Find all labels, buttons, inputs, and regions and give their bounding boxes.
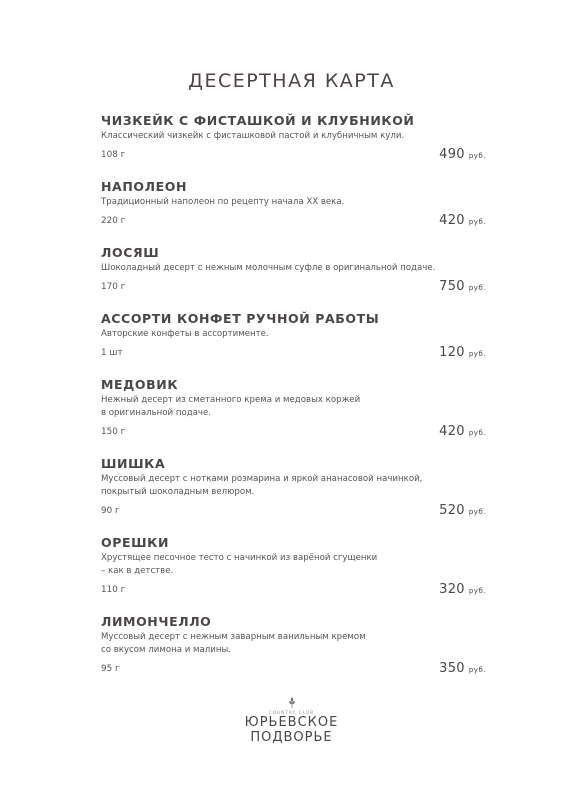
menu-item <box>101 378 486 441</box>
item-price: 520 руб. <box>439 503 486 518</box>
item-price: 120 руб. <box>439 345 486 360</box>
item-weight: 1 шт <box>101 348 123 358</box>
menu-item <box>101 457 486 520</box>
item-name: ШИШКА <box>101 456 166 471</box>
item-name: АССОРТИ КОНФЕТ РУЧНОЙ РАБОТЫ <box>101 311 380 326</box>
item-description: Шоколадный десерт с нежным молочным суфле в оригинальной подаче. <box>101 263 436 273</box>
item-weight: 110 г <box>101 585 126 595</box>
currency-label: руб. <box>468 429 486 437</box>
menu-item <box>101 246 486 296</box>
logo-subtitle: COUNTRY CLUB <box>268 710 315 715</box>
menu-item <box>101 536 486 599</box>
logo-line-2: ПОДВОРЬЕ <box>250 730 333 745</box>
currency-label: руб. <box>468 666 486 674</box>
menu-item <box>101 312 486 362</box>
item-name: НАПОЛЕОН <box>101 179 188 194</box>
item-price: 750 руб. <box>439 279 486 294</box>
item-description: Традиционный наполеон по рецепту начала XX века. <box>101 197 345 207</box>
page-title: ДЕСЕРТНАЯ КАРТА <box>188 70 395 92</box>
currency-label: руб. <box>468 587 486 595</box>
item-name: ОРЕШКИ <box>101 535 170 550</box>
currency-label: руб. <box>468 508 486 516</box>
item-name: МЕДОВИК <box>101 377 179 392</box>
currency-label: руб. <box>468 218 486 226</box>
item-weight: 90 г <box>101 506 120 516</box>
item-description: Муссовый десерт с нотками розмарина и яркой ананасовой начинкой, покрытый шоколадным велюром. <box>101 474 423 497</box>
item-price: 420 руб. <box>439 213 486 228</box>
item-price: 420 руб. <box>439 424 486 439</box>
wheat-icon <box>287 697 297 709</box>
item-price: 320 руб. <box>439 582 486 597</box>
item-name: ЛИМОНЧЕЛЛО <box>101 614 212 629</box>
item-weight: 220 г <box>101 216 126 226</box>
currency-label: руб. <box>468 284 486 292</box>
item-description: Нежный десерт из сметанного крема и медовых коржей в оригинальной подаче. <box>101 395 361 418</box>
item-name: ЛОСЯШ <box>101 245 160 260</box>
menu-list <box>101 114 486 694</box>
item-weight: 170 г <box>101 282 126 292</box>
item-price: 350 руб. <box>439 661 486 676</box>
item-description: Хрустящее песочное тесто с начинкой из варёной сгущенки – как в детстве. <box>101 553 378 576</box>
item-name: ЧИЗКЕЙК С ФИСТАШКОЙ И КЛУБНИКОЙ <box>101 113 415 128</box>
menu-item <box>101 180 486 230</box>
item-weight: 108 г <box>101 150 126 160</box>
item-weight: 95 г <box>101 664 120 674</box>
menu-item <box>101 615 486 678</box>
menu-item <box>101 114 486 164</box>
item-description: Авторские конфеты в ассортименте. <box>101 329 269 339</box>
item-description: Классический чизкейк с фисташковой пастой и клубничным кули. <box>101 131 405 141</box>
logo-line-1: ЮРЬЕВСКОЕ <box>244 715 339 730</box>
footer-logo <box>0 697 583 745</box>
item-price: 490 руб. <box>439 147 486 162</box>
currency-label: руб. <box>468 350 486 358</box>
item-weight: 150 г <box>101 427 126 437</box>
item-description: Муссовый десерт с нежным заварным ванильным кремом со вкусом лимона и малины. <box>101 632 366 655</box>
currency-label: руб. <box>468 152 486 160</box>
